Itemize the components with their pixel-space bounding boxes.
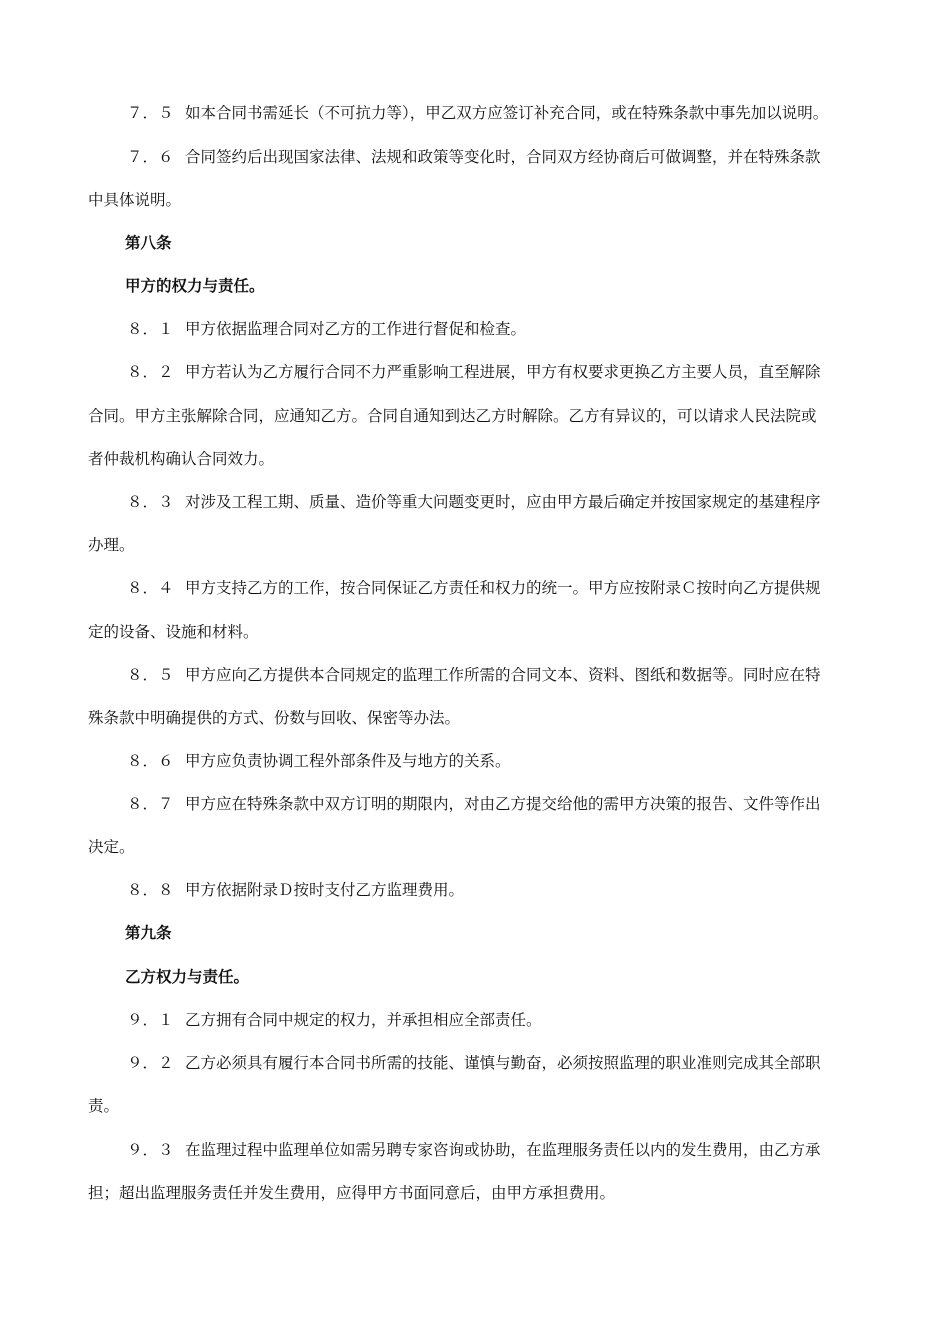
clause-number: ８．６ (127, 752, 174, 770)
article-9-subtitle: 乙方权力与责任。 (125, 967, 250, 986)
article-8-title: 第八条 (125, 233, 172, 252)
article-8-subtitle: 甲方的权力与责任。 (125, 276, 265, 295)
clause-number: ８．４ (127, 579, 174, 597)
clause-number: ９．２ (127, 1054, 174, 1072)
clause-text: 甲方应在特殊条款中双方订明的期限内，对由乙方提交给他的需甲方决策的报告、文件等作出 (185, 795, 821, 813)
clause-text: 如本合同书需延长（不可抗力等），甲乙双方应签订补充合同，或在特殊条款中事先加以说明。 (185, 104, 829, 122)
clause-text: 在监理过程中监理单位如需另聘专家咨询或协助，在监理服务责任以内的发生费用，由乙方承 (185, 1141, 821, 1159)
clause-7-5 (0, 102, 950, 124)
clause-number: ８．７ (127, 795, 174, 813)
clause-8-2-continuation-2: 者仲裁机构确认合同效力。 (88, 450, 275, 468)
clause-text: 甲方应向乙方提供本合同规定的监理工作所需的合同文本、资料、图纸和数据等。同时应在特 (185, 666, 821, 684)
clause-number: ８．８ (127, 881, 174, 899)
clause-7-6-continuation: 中具体说明。 (88, 191, 182, 209)
clause-7-6 (0, 146, 950, 168)
clause-number: ８．２ (127, 363, 174, 381)
clause-number: ８．３ (127, 493, 174, 511)
clause-8-2-continuation-1: 合同。甲方主张解除合同，应通知乙方。合同自通知到达乙方时解除。乙方有异议的，可以请求人民法院或 (88, 407, 817, 425)
clause-number: ９．１ (127, 1011, 174, 1029)
clause-8-6 (0, 750, 950, 772)
clause-text: 甲方若认为乙方履行合同不力严重影响工程进展，甲方有权要求更换乙方主要人员，直至解除 (185, 363, 821, 381)
clause-9-3-continuation: 担；超出监理服务责任并发生费用，应得甲方书面同意后，由甲方承担费用。 (88, 1184, 616, 1202)
clause-text: 甲方应负责协调工程外部条件及与地方的关系。 (185, 752, 511, 770)
clause-number: ９．３ (127, 1141, 174, 1159)
article-9-title: 第九条 (125, 923, 172, 942)
clause-9-2 (0, 1052, 950, 1074)
clause-8-2 (0, 361, 950, 383)
clause-text: 甲方依据附录Ｄ按时支付乙方监理费用。 (185, 881, 465, 899)
clause-8-7 (0, 793, 950, 815)
clause-text: 乙方必须具有履行本合同书所需的技能、谨慎与勤奋，必须按照监理的职业准则完成其全部职 (185, 1054, 821, 1072)
clause-text: 合同签约后出现国家法律、法规和政策等变化时，合同双方经协商后可做调整，并在特殊条款 (185, 148, 821, 166)
clause-8-5 (0, 664, 950, 686)
clause-9-3 (0, 1139, 950, 1161)
clause-text: 乙方拥有合同中规定的权力，并承担相应全部责任。 (185, 1011, 542, 1029)
clause-8-7-continuation: 决定。 (88, 838, 135, 856)
clause-8-4 (0, 577, 950, 599)
clause-text: 甲方依据监理合同对乙方的工作进行督促和检查。 (185, 320, 527, 338)
clause-8-4-continuation: 定的设备、设施和材料。 (88, 623, 259, 641)
clause-8-8 (0, 879, 950, 901)
clause-8-3-continuation: 办理。 (88, 536, 135, 554)
clause-text: 对涉及工程工期、质量、造价等重大问题变更时，应由甲方最后确定并按国家规定的基建程序 (185, 493, 821, 511)
clause-number: ７．５ (127, 104, 174, 122)
clause-8-5-continuation: 殊条款中明确提供的方式、份数与回收、保密等办法。 (88, 709, 461, 727)
clause-number: ８．１ (127, 320, 174, 338)
clause-number: ７．６ (127, 148, 174, 166)
clause-8-3 (0, 491, 950, 513)
clause-text: 甲方支持乙方的工作，按合同保证乙方责任和权力的统一。甲方应按附录Ｃ按时向乙方提供规 (185, 579, 821, 597)
clause-9-2-continuation: 责。 (88, 1097, 120, 1115)
clause-8-1 (0, 318, 950, 340)
clause-9-1 (0, 1009, 950, 1031)
clause-number: ８．５ (127, 666, 174, 684)
